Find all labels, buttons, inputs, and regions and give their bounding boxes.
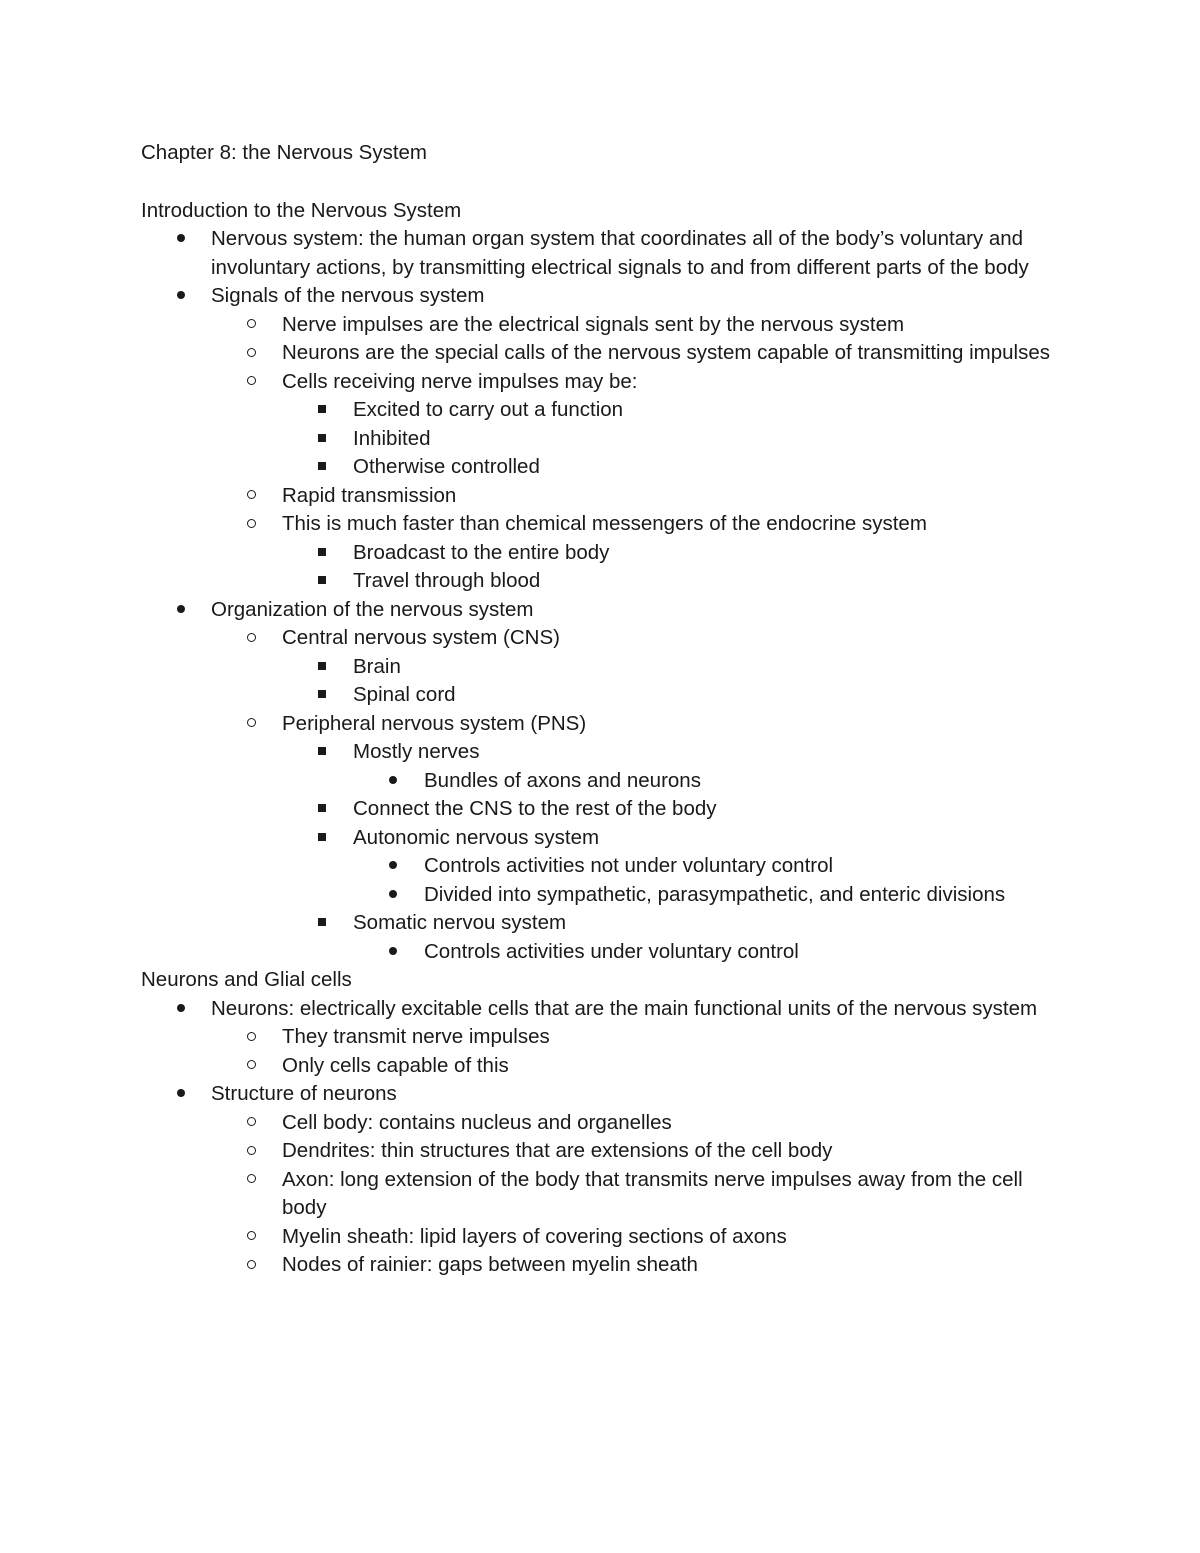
- bullet-list: [141, 225, 1061, 966]
- bullet-circle-icon: [247, 510, 256, 539]
- bullet-shape: [177, 1004, 185, 1012]
- section-introduction: [141, 197, 1061, 967]
- list-item: [141, 938, 1061, 967]
- bullet-disc-icon: [389, 767, 397, 796]
- bullet-circle-icon: [247, 710, 256, 739]
- list-item: [141, 567, 1061, 596]
- bullet-disc-icon: [389, 881, 397, 910]
- list-item: [141, 282, 1061, 311]
- bullet-shape: [247, 519, 256, 528]
- bullet-square-icon: [318, 738, 326, 767]
- list-item-text: Controls activities under voluntary control: [424, 939, 799, 963]
- bullet-shape: [318, 434, 326, 442]
- section-heading: Introduction to the Nervous System: [141, 198, 462, 222]
- list-item-text: Nervous system: the human organ system that coordinates all of the body’s voluntary and involuntary actions, by transmitting electrical signals to and from different parts of the body: [211, 227, 1029, 279]
- bullet-shape: [177, 234, 185, 242]
- bullet-shape: [247, 1260, 256, 1269]
- bullet-circle-icon: [247, 339, 256, 368]
- bullet-shape: [389, 947, 397, 955]
- list-item: [141, 453, 1061, 482]
- list-item: [141, 339, 1061, 368]
- list-item: [141, 539, 1061, 568]
- list-item-text: Travel through blood: [353, 569, 541, 592]
- bullet-shape: [177, 605, 185, 613]
- list-item-text: Divided into sympathetic, parasympathetic, and enteric divisions: [424, 882, 1006, 906]
- bullet-circle-icon: [247, 1223, 256, 1252]
- bullet-disc-icon: [389, 938, 397, 967]
- bullet-circle-icon: [247, 1052, 256, 1081]
- list-item: [141, 1080, 1061, 1109]
- list-item-text: Organization of the nervous system: [211, 597, 534, 621]
- bullet-square-icon: [318, 396, 326, 425]
- bullet-square-icon: [318, 567, 326, 596]
- list-item-text: Brain: [353, 654, 401, 678]
- list-item-text: Only cells capable of this: [282, 1053, 509, 1077]
- list-item: [141, 510, 1061, 539]
- bullet-circle-icon: [247, 1166, 256, 1195]
- list-item-text: Spinal cord: [353, 683, 456, 706]
- list-item: [141, 311, 1061, 340]
- bullet-shape: [177, 1089, 185, 1097]
- bullet-square-icon: [318, 453, 326, 482]
- bullet-square-icon: [318, 824, 326, 853]
- list-item: [141, 995, 1061, 1024]
- list-item-text: Nerve impulses are the electrical signals sent by the nervous system: [282, 312, 905, 336]
- list-item-text: Excited to carry out a function: [353, 398, 624, 421]
- list-item: [141, 795, 1061, 824]
- list-item-text: Otherwise controlled: [353, 455, 540, 478]
- bullet-shape: [389, 890, 397, 898]
- bullet-disc-icon: [177, 995, 185, 1024]
- bullet-circle-icon: [247, 1251, 256, 1280]
- bullet-shape: [318, 690, 326, 698]
- list-item-text: Somatic nervou system: [353, 911, 567, 934]
- bullet-shape: [247, 633, 256, 642]
- list-item-text: Neurons are the special calls of the nervous system capable of transmitting impulses: [282, 341, 1050, 364]
- bullet-shape: [389, 776, 397, 784]
- list-item-text: Mostly nerves: [353, 740, 480, 763]
- list-item-text: Myelin sheath: lipid layers of covering sections of axons: [282, 1224, 787, 1248]
- list-item-text: Rapid transmission: [282, 483, 457, 507]
- bullet-shape: [247, 1146, 256, 1155]
- bullet-square-icon: [318, 909, 326, 938]
- bullet-shape: [247, 1117, 256, 1126]
- bullet-shape: [318, 662, 326, 670]
- list-item: [141, 681, 1061, 710]
- bullet-circle-icon: [247, 311, 256, 340]
- list-item: [141, 225, 1061, 282]
- bullet-circle-icon: [247, 368, 256, 397]
- bullet-disc-icon: [177, 225, 185, 254]
- list-item: [141, 1137, 1061, 1166]
- list-item-text: Cells receiving nerve impulses may be:: [282, 369, 638, 393]
- list-item-text: Peripheral nervous system (PNS): [282, 711, 587, 735]
- list-item: [141, 1223, 1061, 1252]
- list-item: [141, 624, 1061, 653]
- list-item-text: They transmit nerve impulses: [282, 1025, 550, 1048]
- bullet-shape: [177, 291, 185, 299]
- document-body: [141, 139, 1061, 1280]
- list-item: [141, 482, 1061, 511]
- section-heading: Neurons and Glial cells: [141, 968, 352, 991]
- bullet-circle-icon: [247, 624, 256, 653]
- list-item: [141, 1166, 1061, 1223]
- list-item-text: Central nervous system (CNS): [282, 626, 560, 649]
- bullet-circle-icon: [247, 482, 256, 511]
- bullet-shape: [318, 462, 326, 470]
- bullet-circle-icon: [247, 1023, 256, 1052]
- bullet-shape: [247, 1060, 256, 1069]
- list-item-text: Neurons: electrically excitable cells that are the main functional units of the nervous system: [211, 996, 1038, 1020]
- list-item-text: Bundles of axons and neurons: [424, 768, 701, 792]
- list-item: [141, 881, 1061, 910]
- list-item: [141, 653, 1061, 682]
- bullet-shape: [247, 1174, 256, 1183]
- list-item-text: Connect the CNS to the rest of the body: [353, 797, 717, 820]
- bullet-square-icon: [318, 653, 326, 682]
- list-item: [141, 852, 1061, 881]
- list-item-text: Signals of the nervous system: [211, 284, 485, 307]
- bullet-list: [141, 995, 1061, 1280]
- bullet-shape: [318, 833, 326, 841]
- list-item: [141, 824, 1061, 853]
- bullet-shape: [318, 405, 326, 413]
- bullet-shape: [247, 376, 256, 385]
- document-title: Chapter 8: the Nervous System: [141, 141, 427, 164]
- bullet-square-icon: [318, 681, 326, 710]
- list-item: [141, 767, 1061, 796]
- list-item: [141, 909, 1061, 938]
- bullet-disc-icon: [389, 852, 397, 881]
- bullet-shape: [247, 718, 256, 727]
- bullet-square-icon: [318, 425, 326, 454]
- bullet-circle-icon: [247, 1109, 256, 1138]
- bullet-shape: [247, 490, 256, 499]
- bullet-disc-icon: [177, 282, 185, 311]
- list-item-text: Dendrites: thin structures that are extensions of the cell body: [282, 1139, 833, 1162]
- bullet-shape: [318, 918, 326, 926]
- list-item-text: Structure of neurons: [211, 1082, 397, 1105]
- bullet-square-icon: [318, 795, 326, 824]
- list-item: [141, 596, 1061, 625]
- bullet-circle-icon: [247, 1137, 256, 1166]
- list-item-text: Nodes of rainier: gaps between myelin sheath: [282, 1253, 698, 1276]
- bullet-shape: [318, 804, 326, 812]
- bullet-shape: [247, 1032, 256, 1041]
- bullet-shape: [247, 348, 256, 357]
- bullet-shape: [318, 548, 326, 556]
- list-item: [141, 396, 1061, 425]
- bullet-shape: [389, 861, 397, 869]
- bullet-shape: [318, 747, 326, 755]
- list-item: [141, 1023, 1061, 1052]
- list-item: [141, 1251, 1061, 1280]
- list-item-text: Controls activities not under voluntary control: [424, 854, 834, 877]
- bullet-shape: [247, 319, 256, 328]
- list-item: [141, 368, 1061, 397]
- list-item-text: Broadcast to the entire body: [353, 540, 610, 564]
- list-item: [141, 738, 1061, 767]
- bullet-square-icon: [318, 539, 326, 568]
- list-item-text: Autonomic nervous system: [353, 825, 600, 849]
- list-item: [141, 425, 1061, 454]
- bullet-shape: [247, 1231, 256, 1240]
- bullet-disc-icon: [177, 596, 185, 625]
- list-item: [141, 710, 1061, 739]
- bullet-disc-icon: [177, 1080, 185, 1109]
- bullet-shape: [318, 576, 326, 584]
- list-item-text: Axon: long extension of the body that transmits nerve impulses away from the cell body: [282, 1167, 1023, 1219]
- list-item: [141, 1109, 1061, 1138]
- list-item: [141, 1052, 1061, 1081]
- list-item-text: This is much faster than chemical messengers of the endocrine system: [282, 512, 927, 535]
- list-item-text: Cell body: contains nucleus and organelles: [282, 1110, 672, 1134]
- list-item-text: Inhibited: [353, 426, 431, 450]
- section-neurons-glial: [141, 966, 1061, 1280]
